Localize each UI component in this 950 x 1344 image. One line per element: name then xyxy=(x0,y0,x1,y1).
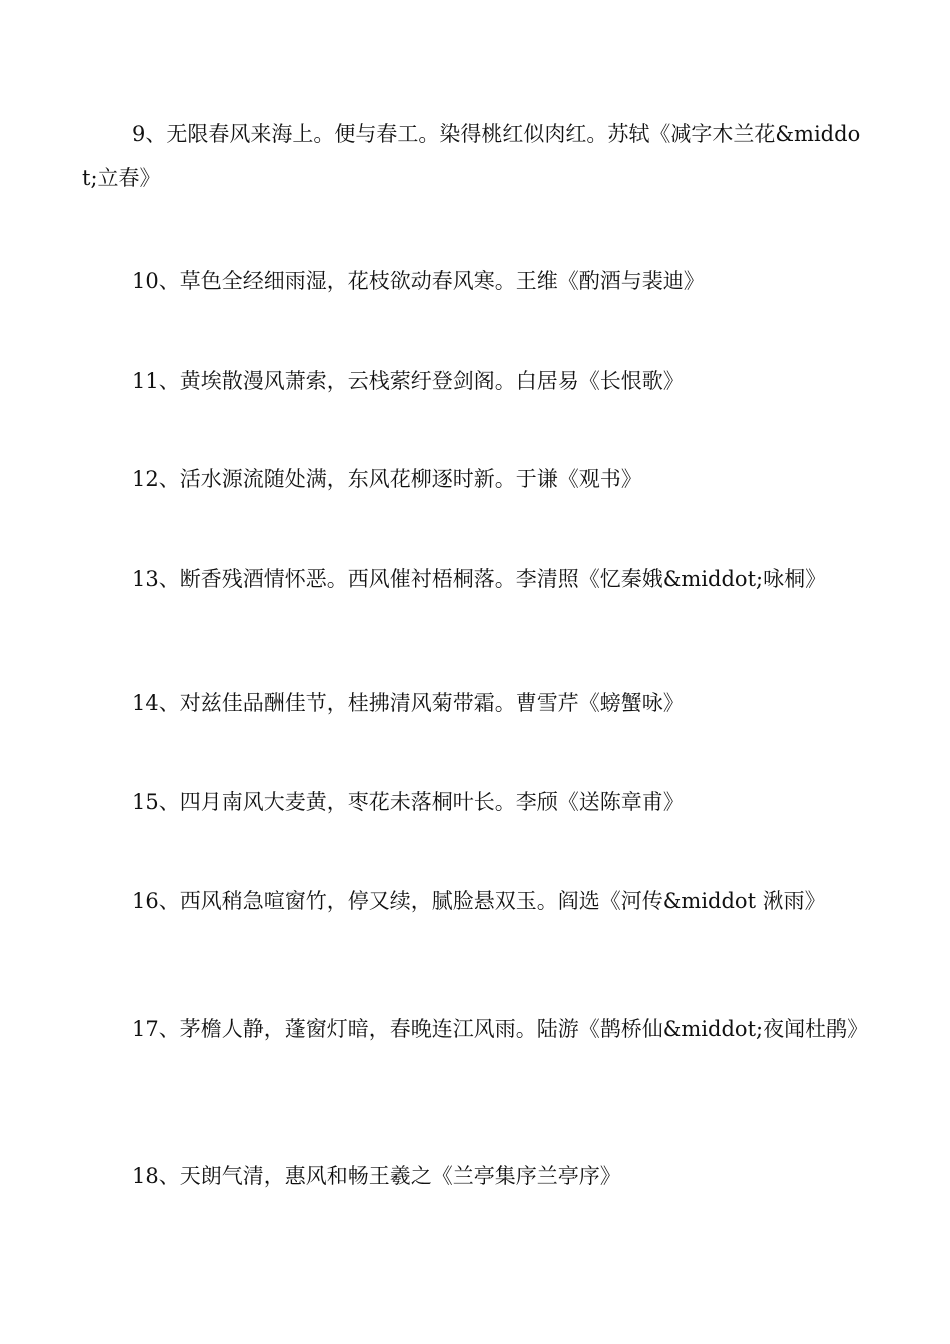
poem-line-16: 16、西风稍急喧窗竹，停又续，腻脸悬双玉。阎选《河传&middot 湫雨》 xyxy=(132,889,826,913)
poem-line-17: 17、茅檐人静，蓬窗灯暗，春晚连江风雨。陆游《鹊桥仙&middot;夜闻杜鹃》 xyxy=(132,1017,869,1041)
poem-line-14: 14、对兹佳品酬佳节，桂拂清风菊带霜。曹雪芹《螃蟹咏》 xyxy=(132,691,684,715)
poem-line-15: 15、四月南风大麦黄，枣花未落桐叶长。李颀《送陈章甫》 xyxy=(132,790,684,814)
poem-line-12: 12、活水源流随处满，东风花柳逐时新。于谦《观书》 xyxy=(132,467,642,491)
poem-line-9: 9、无限春风来海上。便与春工。染得桃红似肉红。苏轼《减字木兰花&middot;立春》 xyxy=(82,122,861,190)
poem-line-10: 10、草色全经细雨湿，花枝欲动春风寒。王维《酌酒与裴迪》 xyxy=(132,269,705,293)
poem-line-18: 18、天朗气清，惠风和畅王羲之《兰亭集序兰亭序》 xyxy=(132,1164,621,1188)
poem-line-13: 13、断香残酒情怀恶。西风催衬梧桐落。李清照《忆秦娥&middot;咏桐》 xyxy=(132,567,827,591)
poem-line-11: 11、黄埃散漫风萧索，云栈萦纡登剑阁。白居易《长恨歌》 xyxy=(132,369,684,393)
